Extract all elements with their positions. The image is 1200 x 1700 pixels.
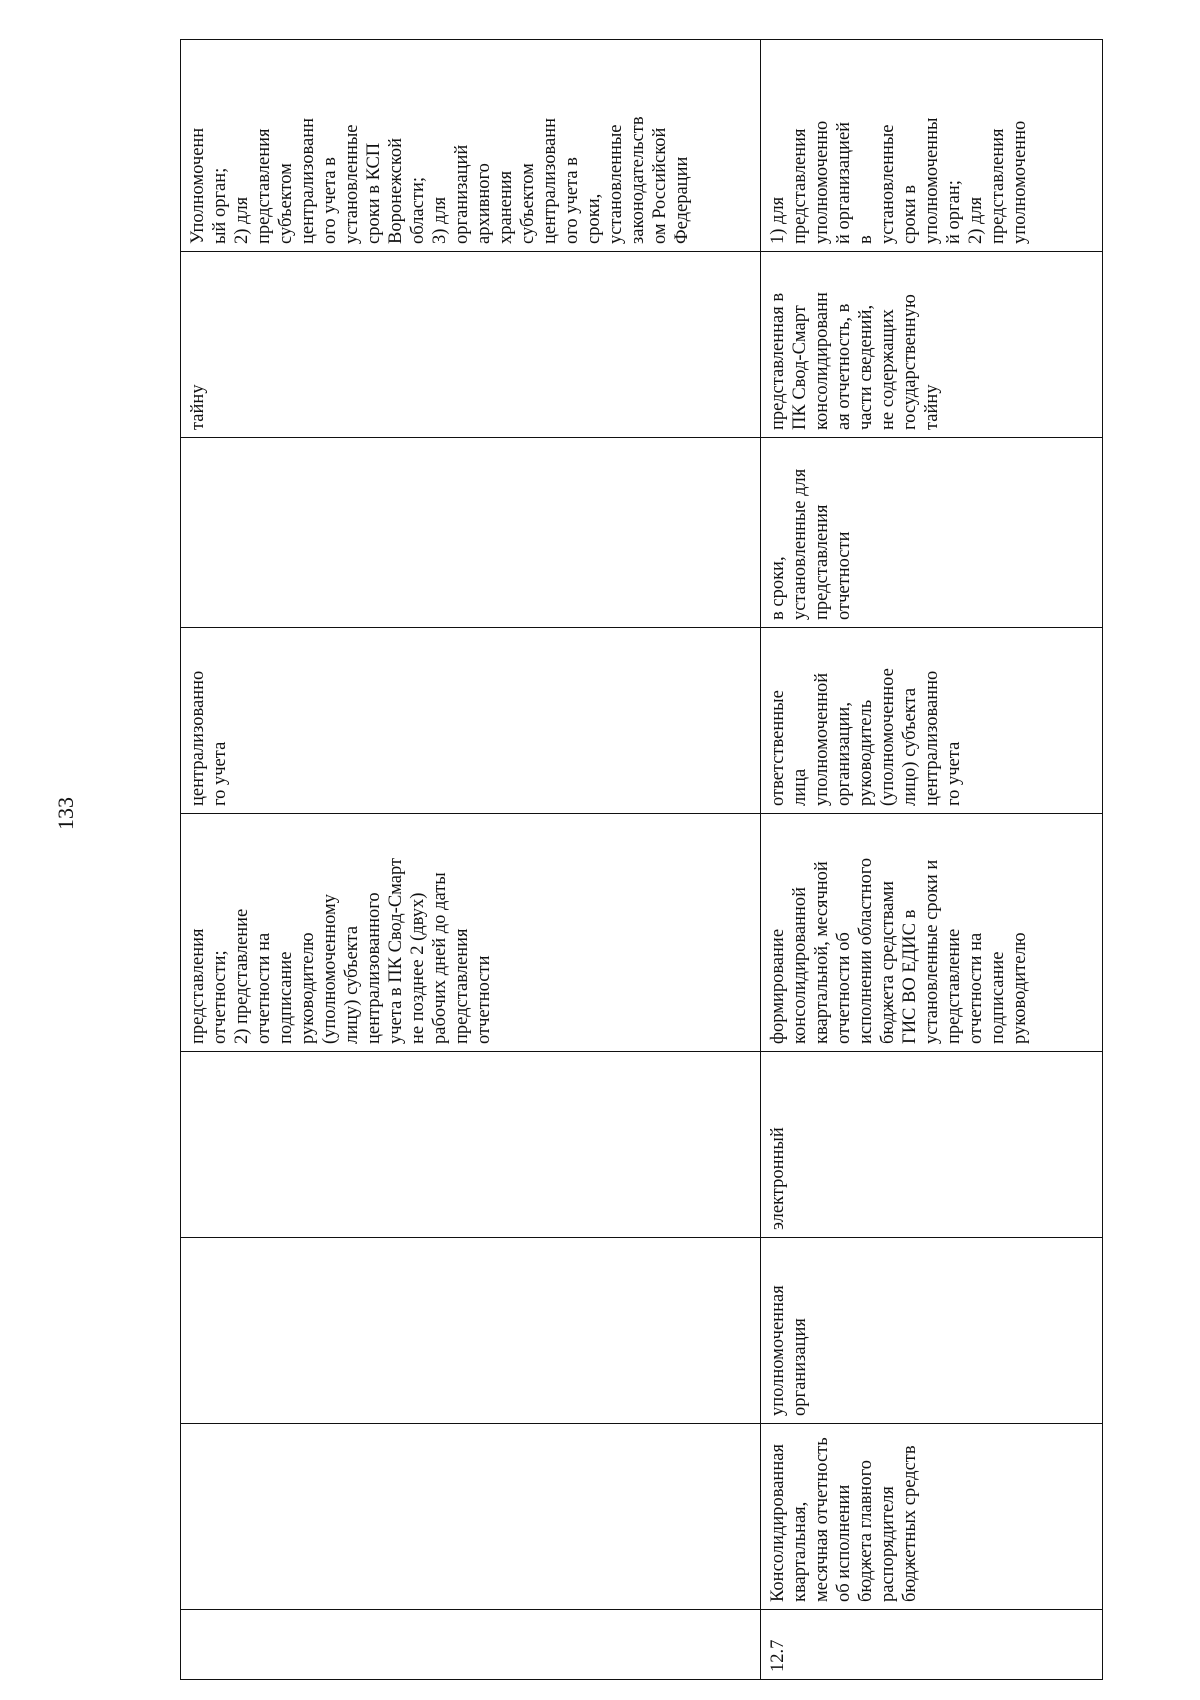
- table-cell: уполномоченная организация: [761, 1238, 1103, 1424]
- table-cell: Консолидированная квартальная, месячная отчетность об исполнении бюджета главного распорядителя бюджетных средств: [761, 1424, 1103, 1610]
- table-cell: электронный: [761, 1052, 1103, 1238]
- table-cell: [181, 1424, 761, 1610]
- table-cell: [181, 438, 761, 628]
- table-cell: представления отчетности; 2) представление отчетности на подписание руководителю (уполномоченному лицу) субъекта централизованного учета в ПК Свод-Смарт не позднее 2 (двух) рабочих дней до даты представления отчетности: [181, 814, 761, 1052]
- row-number-cell: 12.7: [761, 1610, 1103, 1680]
- table-cell: формирование консолидированной квартальной, месячной отчетности об исполнении областного бюджета средствами ГИС ВО ЕДИС в установленные сроки и представление отчетности на подписание руководителю: [761, 814, 1103, 1052]
- table-row: [761, 40, 1103, 1680]
- table-cell: [181, 1238, 761, 1424]
- table-cell: [181, 1052, 761, 1238]
- document-table: [180, 39, 1103, 1680]
- rotated-table-stage: [180, 40, 1102, 1700]
- table-cell: 1) для представления уполномоченно й организацией в установленные сроки в уполномоченны й орган; 2) для представления уполномоченно: [761, 40, 1103, 252]
- table-cell: ответственные лица уполномоченной организации, руководитель (уполномоченное лицо) субъекта централизованно го учета: [761, 628, 1103, 814]
- table-cell: [181, 1610, 761, 1680]
- table-cell: в сроки, установленные для представления отчетности: [761, 438, 1103, 628]
- page-number: 133: [53, 797, 78, 830]
- table-cell: Уполномоченн ый орган; 2) для представления субъектом централизованн ого учета в установленные сроки в КСП Воронежской области; 3) для организаций архивного хранения субъектом централизованн ого учета в сроки, установленные законодательств ом Российской Федерации: [181, 40, 761, 252]
- table-cell: централизованно го учета: [181, 628, 761, 814]
- table-row: [181, 40, 761, 1680]
- table-cell: представленная в ПК Свод-Смарт консолидированн ая отчетность, в части сведений, не содержащих государственную тайну: [761, 252, 1103, 438]
- table-cell: тайну: [181, 252, 761, 438]
